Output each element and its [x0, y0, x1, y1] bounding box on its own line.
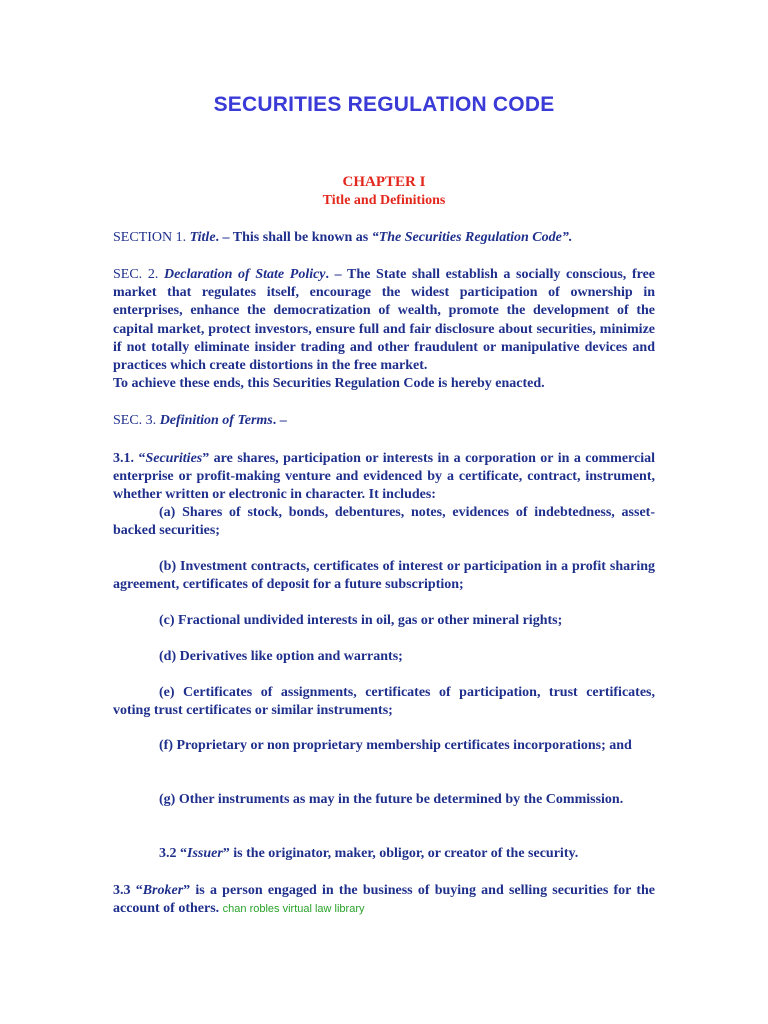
definition-3-3-term: Broker	[142, 883, 184, 898]
section-3-text: . –	[272, 413, 287, 428]
definition-3-2-number: 3.2 “	[159, 846, 187, 861]
section-1-text: . – This shall be known as	[215, 230, 372, 245]
definition-3-1-term: Securities	[145, 451, 203, 466]
definition-3-3-text: ” is a person engaged in the business of buying and selling securities for the account of others.	[113, 883, 656, 917]
section-1-name: “The Securities Regulation Code”.	[371, 230, 573, 245]
definition-3-1	[113, 450, 655, 505]
definition-3-2-term: Issuer	[187, 846, 223, 861]
definition-3-2	[113, 845, 655, 863]
definition-3-1-text: ” are shares, participation or interests in a corporation or in a commercial enterprise or profit-making venture and evidenced by a certificate, contract, instrument, whether written or electronic in character. It includes:	[113, 451, 655, 503]
list-item-f: (f) Proprietary or non proprietary membership certificates incorporations; and	[159, 738, 632, 753]
section-3-term: Definition of Terms	[159, 413, 273, 428]
section-1-term: Title	[189, 230, 216, 245]
section-2-term: Declaration of State Policy	[163, 267, 326, 282]
definition-3-1-number: 3.1. “	[113, 451, 146, 466]
law-library-label: chan robles virtual law library	[222, 903, 365, 916]
section-3-label: SEC. 3.	[113, 413, 157, 428]
definition-3-2-text: ” is the originator, maker, obligor, or creator of the security.	[222, 846, 579, 861]
section-2-closing: To achieve these ends, this Securities Regulation Code is hereby enacted.	[113, 376, 545, 391]
chapter-subtitle: Title and Definitions	[322, 193, 446, 208]
section-1	[113, 229, 655, 247]
list-item-g: (g) Other instruments as may in the future be determined by the Commission.	[159, 792, 624, 807]
section-2-text: . – The State shall establish a socially conscious, free market that regulates itself, encourage the widest participation of ownership in enterprises, enhance the democratization of wealth, promote the development of the capital market, protect investors, ensure full and fair disclosure about securities, minimize if not totally eliminate insider trading and other fraudulent or manipulative devices and practices which create distortions in the free market.	[113, 267, 655, 374]
section-2-label: SEC. 2.	[113, 267, 159, 282]
section-2	[113, 266, 655, 375]
chapter-heading: CHAPTER I	[342, 174, 426, 190]
section-3	[113, 412, 655, 430]
list-item-d: (d) Derivatives like option and warrants;	[159, 649, 403, 664]
document-title: SECURITIES REGULATION CODE	[213, 93, 555, 116]
list-item-a: (a) Shares of stock, bonds, debentures, notes, evidences of indebtedness, asset-backed securities;	[113, 505, 655, 539]
section-1-label: SECTION 1.	[113, 230, 187, 245]
list-item-e: (e) Certificates of assignments, certificates of participation, trust certificates, voting trust certificates or similar instruments;	[113, 685, 655, 719]
list-item-b: (b) Investment contracts, certificates of interest or participation in a profit sharing agreement, certificates of deposit for a future subscription;	[113, 559, 655, 593]
definition-3-3	[113, 882, 655, 918]
list-item-c: (c) Fractional undivided interests in oil, gas or other mineral rights;	[159, 613, 563, 628]
definition-3-3-number: 3.3 “	[113, 883, 143, 898]
